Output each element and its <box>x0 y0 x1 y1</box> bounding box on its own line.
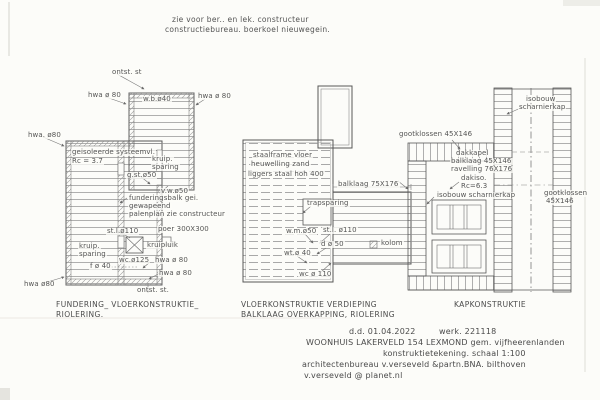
titleblock-tekening-schaal: konstruktietekening. schaal 1:100 <box>383 349 526 358</box>
label-kolom: kolom <box>381 239 403 247</box>
label-balklaag-45: balklaag 45X146 <box>451 157 512 165</box>
sparing-box <box>118 163 124 175</box>
label-isobouw-mid: isobouw scharnierkap <box>437 191 516 199</box>
label-gootklossen-right-line2: 45X146 <box>546 197 574 205</box>
label-heuwelling: heuwelling zand <box>251 160 310 168</box>
label-isobouw-top-line2: scharnierkap <box>519 103 566 111</box>
caption-verdieping-line2: BALKLAAG OVERKAPPING, RIOLERING <box>241 310 395 319</box>
scharnierkap-strip <box>494 88 512 292</box>
label-dakiso: dakiso. <box>461 174 487 182</box>
label-d50: d ø 50 <box>321 240 344 248</box>
gootklossen-strip <box>408 276 494 290</box>
constructor-note-line2: constructiebureau. boerkoel nieuwegein. <box>165 25 331 34</box>
label-kruipluik: kruipluik <box>147 241 179 249</box>
eave-strip <box>408 161 426 276</box>
label-balklaag-75: balklaag 75X176 <box>338 180 399 188</box>
label-hwa-bottom-2: hwa ø 80 <box>159 269 192 277</box>
label-wm: w.m.ø50 <box>286 227 317 235</box>
label-isobouw-top-line1: isobouw <box>526 95 556 103</box>
label-wc125: wc.ø125 <box>119 256 150 264</box>
label-dakkapel: dakkapel <box>456 149 489 157</box>
label-funderingsbalk-line1: funderingsbalk gei. <box>129 194 199 202</box>
label-hwa-top-left: hwa ø 80 <box>88 91 121 99</box>
label-kruipsparing2-line2: sparing <box>79 250 106 258</box>
constructor-note-line1: zie voor ber.. en lek. constructeur <box>172 15 309 24</box>
label-gootklossen-right-line1: gootklossen <box>544 189 588 197</box>
label-ravelling: ravelling 76X176 <box>451 165 513 173</box>
label-wc110: wc ø 110 <box>299 270 332 278</box>
label-hwa-left: hwa. ø80 <box>28 131 61 139</box>
label-poer: poer 300X300 <box>158 225 209 233</box>
kolom-symbol <box>370 241 377 248</box>
caption-kap: KAPKONSTRUKTIE <box>454 300 526 309</box>
titleblock-project: WOONHUIS LAKERVELD 154 LEXMOND gem. vijfheerenlanden <box>306 338 565 347</box>
label-liggers: liggers staal hoh 400 <box>248 170 324 178</box>
label-ontstopping-top: ontst. st <box>112 68 142 76</box>
titleblock-bureau: architectenbureau v.verseveld &partn.BNA. bilthoven <box>302 360 526 369</box>
label-wt40: wt.ø 40 <box>284 249 311 257</box>
label-funderingsbalk-line2: gewapeend <box>129 202 171 210</box>
label-kruipsparing1-line1: kruip. <box>152 155 173 163</box>
label-gst: g.st.ø50 <box>127 171 157 179</box>
titleblock-date: d.d. 01.04.2022 <box>349 327 416 336</box>
label-staalframe: staalframe vloer <box>253 151 313 159</box>
titleblock-werknummer: werk. 221118 <box>439 327 497 336</box>
label-wb: w.b.ø40 <box>143 95 171 103</box>
label-gootklossen-left: gootklossen 45X146 <box>399 130 473 138</box>
label-rc-vloer: Rc = 3.7 <box>72 157 103 165</box>
label-ontstopping-bottom: ontst. st. <box>137 286 169 294</box>
label-kruipsparing2-line1: kruip. <box>79 242 100 250</box>
label-systeemvloer: geisoleerde systeemvl. <box>72 148 156 156</box>
label-hwa-bottom-1: hwa ø 80 <box>155 256 188 264</box>
caption-fundering-line2: RIOLERING. <box>56 310 104 319</box>
label-funderingsbalk-line3: palenplan zie constructeur <box>129 210 225 218</box>
kruipluik-box <box>126 237 143 253</box>
label-standleiding: st.l.ø110 <box>107 227 139 235</box>
label-standleiding-verdieping: st.l. ø110 <box>323 226 357 234</box>
label-vw: v.w.ø50 <box>161 187 189 195</box>
label-trapsparing: trapsparing <box>307 199 349 207</box>
label-kruipsparing1-line2: sparing <box>152 163 179 171</box>
titleblock-email: v.verseveld @ planet.nl <box>304 371 403 380</box>
sparing-box <box>118 236 124 248</box>
caption-verdieping-line1: VLOERKONSTRUKTIE VERDIEPING <box>241 300 377 309</box>
caption-fundering-line1: FUNDERING_ VLOERKONSTRUKTIE_ <box>56 300 199 309</box>
label-hwa-top-right: hwa ø 80 <box>198 92 231 100</box>
label-rc-dak: Rc=6.3 <box>461 182 488 190</box>
label-hwa-bottom-left: hwa ø80 <box>24 280 55 288</box>
dakkapel-box <box>432 200 486 273</box>
label-f40: f ø 40 <box>90 262 111 270</box>
